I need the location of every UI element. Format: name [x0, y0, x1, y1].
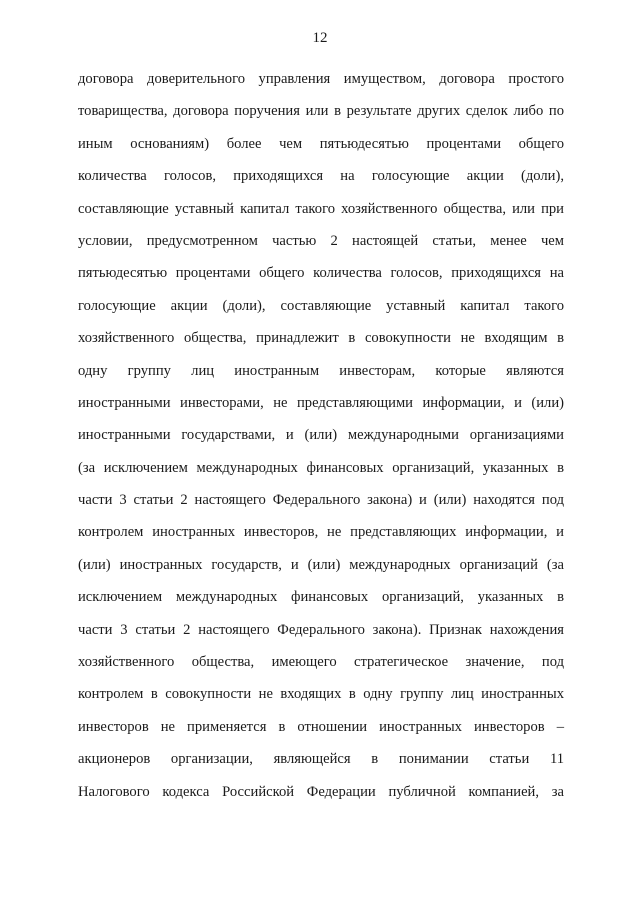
text-line-2: товарищества, договора поручения или в результате других сделок либо по	[78, 103, 564, 120]
text-line-13: (за исключением международных финансовых организаций, указанных в	[78, 459, 564, 476]
text-line-14: части 3 статьи 2 настоящего Федерального закона) и (или) находятся под	[78, 492, 564, 509]
text-line-8: голосующие акции (доли), составляющие уставный капитал такого	[78, 297, 564, 314]
text-line-15: контролем иностранных инвесторов, не представляющих информации, и	[78, 524, 564, 541]
text-line-4: количества голосов, приходящихся на голосующие акции (доли),	[78, 168, 564, 185]
text-line-20: контролем в совокупности не входящих в одну группу лиц иностранных	[78, 686, 564, 703]
text-line-6: условии, предусмотренном частью 2 настоящей статьи, менее чем	[78, 232, 564, 249]
text-line-16: (или) иностранных государств, и (или) международных организаций (за	[78, 556, 564, 573]
text-line-18: части 3 статьи 2 настоящего Федерального закона). Признак нахождения	[78, 621, 564, 638]
text-line-23: Налогового кодекса Российской Федерации публичной компанией, за	[78, 783, 564, 800]
text-line-19: хозяйственного общества, имеющего стратегическое значение, под	[78, 654, 564, 671]
text-line-1: договора доверительного управления имуществом, договора простого	[78, 71, 564, 87]
text-line-12: иностранными государствами, и (или) международными организациями	[78, 427, 564, 444]
text-line-17: исключением международных финансовых организаций, указанных в	[78, 589, 564, 606]
page-number: 12	[312, 30, 328, 46]
body-text	[78, 70, 564, 815]
text-line-10: одну группу лиц иностранным инвесторам, которые являются	[78, 362, 564, 379]
text-line-7: пятьюдесятью процентами общего количества голосов, приходящихся на	[78, 265, 564, 282]
text-line-9: хозяйственного общества, принадлежит в совокупности не входящим в	[78, 330, 564, 347]
text-line-3: иным основаниям) более чем пятьюдесятью процентами общего	[78, 135, 564, 152]
text-line-22: акционеров организации, являющейся в понимании статьи 11	[78, 751, 564, 768]
text-line-5: составляющие уставный капитал такого хозяйственного общества, или при	[78, 200, 564, 217]
text-line-21: инвесторов не применяется в отношении иностранных инвесторов –	[78, 718, 564, 735]
text-line-11: иностранными инвесторами, не представляющими информации, и (или)	[78, 394, 564, 411]
